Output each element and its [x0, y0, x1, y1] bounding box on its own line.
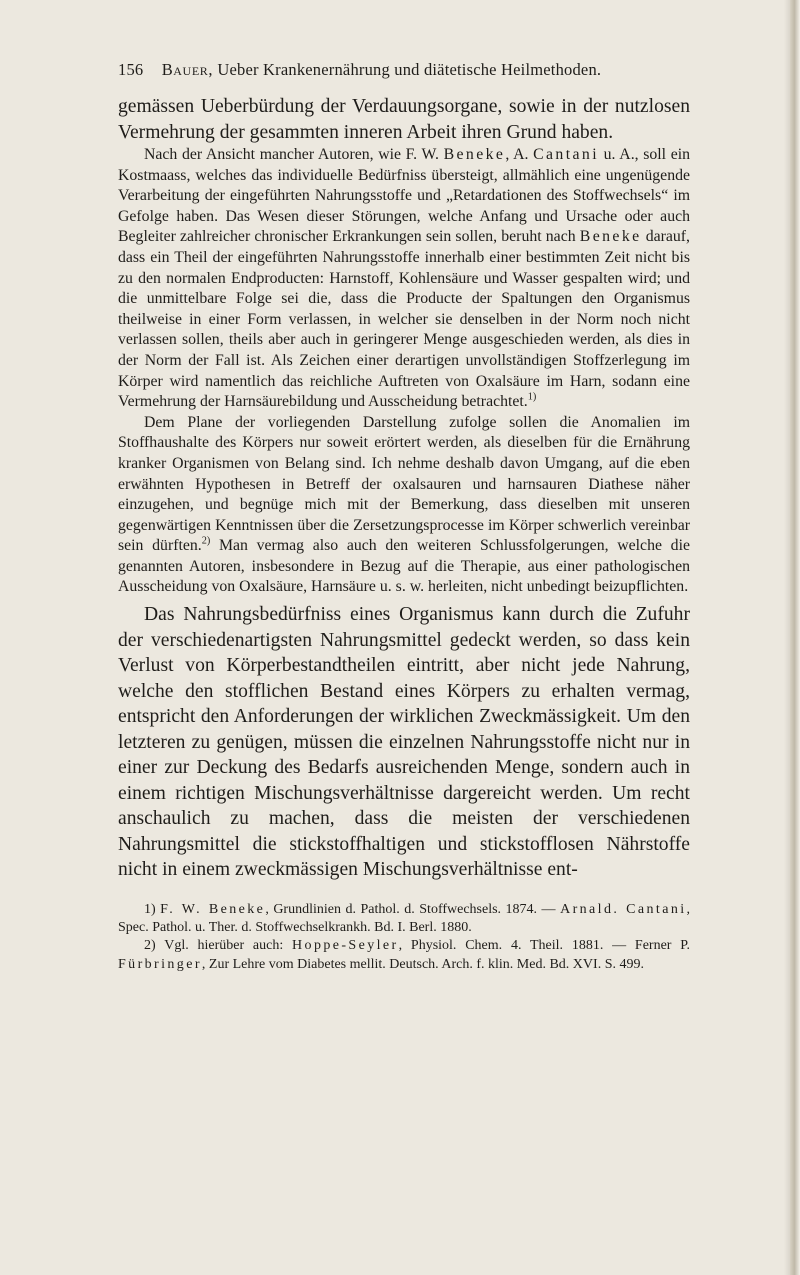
page-body — [118, 94, 690, 974]
footnotes — [118, 901, 690, 975]
footnote-1: 1) F. W. Beneke, Grundlinien d. Pathol. d. Stoffwechsels. 1874. — Arnald. Cantani, Spec. Pathol. u. Ther. d. Stoffwechselkrankh. Bd. I. Berl. 1880. — [118, 901, 691, 935]
name-beneke: Beneke — [443, 146, 506, 163]
footnote-ref-2: 2) — [201, 536, 211, 548]
name-cantani: Cantani — [533, 146, 600, 163]
paragraph-nutrition-need: Das Nahrungsbedürfniss eines Organismus kann durch die Zufuhr der verschiedenartigsten Nahrungsmittel gedeckt werden, so dass kein Verlust von Körperbestandtheilen eintritt, aber nicht jede Nahrung, welche den stofflichen Bestand eines Körpers zu erhalten vermag, entspricht den Anforderungen der wirklichen Zweckmässigkeit. Um den letzteren zu genügen, müssen die einzelnen Nahrungsstoffe nicht nur in einer zur Deckung des Bedarfs ausreichenden Menge, sondern auch in einem richtigen Mischungsverhältnisse dargereicht werden. Um recht anschaulich zu machen, dass die meisten der verschiedenen Nahrungsmittel die stickstoffhaltigen und stickstofflosen Nährstoffe nicht in einem zweckmässigen Mischungsverhältnisse ent- — [118, 604, 690, 881]
paragraph-beneke-theory: Nach der Ansicht mancher Autoren, wie F. W. Beneke, A. Cantani u. A., soll ein Kostmaass, welches das individuelle Bedürfniss übersteigt, allmählich eine ungenügende Verarbeitung der eingeführten Nahrungsstoffe und „Retardationen des Stoffwechsels“ im Gefolge haben. Das Wesen dieser Störungen, welche Anfang und Ursache oder auch Begleiter zahlreicher chronischer Erkrankungen sein sollen, beruht nach Beneke darauf, dass ein Theil der eingeführten Nahrungsstoffe innerhalb einer bestimmten Zeit nicht bis zu den normalen Endproducten: Harnstoff, Kohlensäure und Wasser gespalten wird; und die unmittelbare Folge sei die, dass die Producte der Spaltungen den Organismus theilweise in einer Form verlassen, in welcher sie denselben in der Norm noch nicht verlassen sollen, theils aber auch in geringerer Menge ausgeschieden werden, als dies in der Norm der Fall ist. Als Zeichen einer derartigen unvollständigen Stoffzerlegung im Körper wird namentlich das reichliche Auftreten von Oxalsäure im Harn, sodann eine Vermehrung der Harnsäurebildung und Ausscheidung betrachtet.$^{1)}$ — [118, 146, 690, 411]
paragraph-continuation: gemässen Ueberbürdung der Verdauungsorgane, sowie in der nutzlosen Vermehrung der gesammten inneren Arbeit ihren Grund haben. — [118, 96, 690, 143]
header-author: Bauer, — [161, 60, 214, 79]
paragraph-anomalies: Dem Plane der vorliegenden Darstellung zufolge sollen die Anomalien im Stoffhaushalte des Körpers nur soweit erörtert werden, als dieselben für die Ernährung kranker Organismen von Belang sind. Ich nehme deshalb davon Umgang, auf die eben erwähnten Hypothesen in Betreff der oxalsauren und harnsauren Diathese näher einzugehen, und begnüge mich mit der Bemerkung, dass dieselben mit unseren gegenwärtigen Kenntnissen über die Zersetzungsprocesse im Körper schwerlich vereinbar sein dürften.$^{2)}$ Man vermag also auch den weiteren Schlussfolgerungen, welche die genannten Autoren, insbesondere in Bezug auf die Therapie, aus einer pathologischen Ausscheidung von Oxalsäure, Harnsäure u. s. w. herleiten, nicht unbedingt beizupflichten. — [118, 413, 690, 596]
header-title: Ueber Krankenernährung und diätetische Heilmethoden. — [217, 60, 602, 79]
footnote-ref-1: 1) — [527, 391, 537, 403]
footnote-2: 2) Vgl. hierüber auch: Hoppe-Seyler, Physiol. Chem. 4. Theil. 1881. — Ferner P. Fürbringer, Zur Lehre vom Diabetes mellit. Deutsch. Arch. f. klin. Med. Bd. XVI. S. 499. — [118, 938, 690, 972]
page-edge — [790, 0, 800, 1275]
running-header — [118, 60, 698, 80]
page-number: 156 — [118, 60, 144, 79]
name-beneke-2: Beneke — [579, 228, 642, 246]
